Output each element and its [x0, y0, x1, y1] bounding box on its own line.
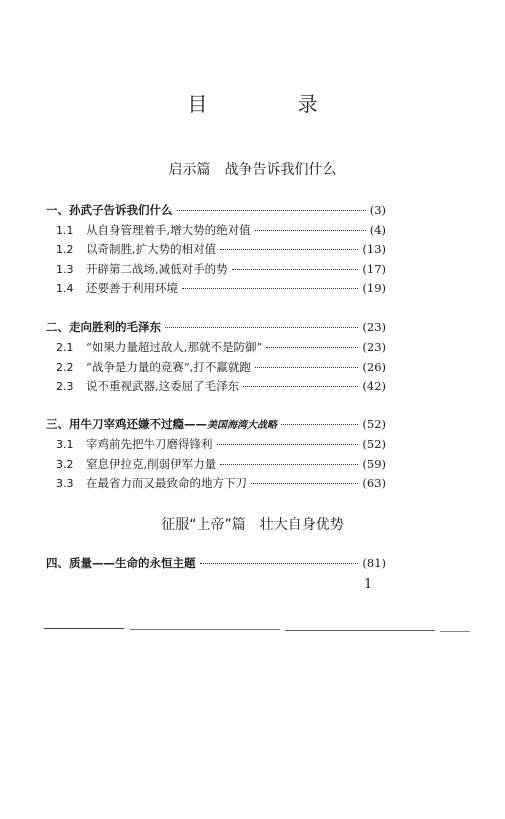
section-label: 宰鸡前先把牛刀磨得锋利	[86, 437, 213, 451]
toc-section[interactable]	[56, 240, 386, 258]
toc-section[interactable]	[56, 260, 386, 278]
dot-leader	[200, 563, 359, 564]
page-title: 目 录	[187, 92, 360, 116]
toc-section[interactable]	[56, 377, 386, 395]
page-ref: (19)	[362, 281, 386, 295]
dot-leader	[281, 424, 358, 425]
section-label: “战争是力量的竞赛”,打不赢就跑	[86, 360, 251, 374]
toc-chapter[interactable]	[46, 415, 386, 433]
chapter-label: 一、孙武子告诉我们什么	[46, 203, 173, 217]
toc-chapter[interactable]	[46, 554, 386, 572]
part-name: 战争告诉我们什么	[224, 162, 337, 178]
page-ref: (23)	[362, 340, 386, 354]
part-title	[0, 159, 505, 179]
toc-section[interactable]	[56, 358, 386, 376]
chapter-label: 二、走向胜利的毛泽东	[46, 320, 161, 334]
dot-leader	[177, 210, 366, 211]
chapter-sublabel: 美国海湾大战略	[207, 420, 277, 431]
page-ref: (63)	[362, 476, 386, 490]
section-number: 3.2	[56, 458, 74, 471]
page-ref: (42)	[362, 379, 386, 393]
toc-section[interactable]	[56, 455, 386, 473]
section-label: 还要善于利用环境	[86, 281, 178, 295]
toc-chapter[interactable]	[46, 201, 386, 219]
section-number: 3.3	[56, 477, 74, 490]
scan-line	[44, 628, 124, 629]
dot-leader	[266, 347, 358, 348]
page-number: 1	[364, 577, 373, 592]
chapter-label: 四、质量——生命的永恒主题	[46, 556, 196, 570]
section-number: 2.3	[56, 380, 74, 393]
page-ref: (81)	[362, 556, 386, 570]
page-ref: (4)	[369, 223, 386, 237]
dot-leader	[217, 444, 359, 445]
page-ref: (13)	[362, 242, 386, 256]
toc-section[interactable]	[56, 279, 386, 297]
dot-leader	[255, 367, 358, 368]
toc-section[interactable]	[56, 221, 386, 239]
part-prefix: 征服“上帝”篇	[161, 517, 246, 533]
dot-leader	[220, 249, 358, 250]
section-number: 1.1	[56, 224, 74, 237]
part-name: 壮大自身优势	[259, 517, 344, 533]
page-ref: (52)	[362, 437, 386, 451]
scan-line	[285, 630, 435, 631]
page-ref: (59)	[362, 457, 386, 471]
section-number: 3.1	[56, 438, 74, 451]
scan-line	[440, 631, 470, 632]
part-title	[0, 514, 505, 534]
section-label: 在最省力而又最致命的地方下刀	[86, 476, 247, 490]
section-label: 窒息伊拉克,削弱伊军力量	[86, 457, 217, 471]
page-ref: (26)	[362, 360, 386, 374]
dot-leader	[182, 288, 358, 289]
chapter-label: 三、用牛刀宰鸡还嫌不过瘾——	[46, 417, 207, 431]
page-ref: (3)	[369, 203, 386, 217]
section-number: 1.4	[56, 282, 74, 295]
section-number: 2.1	[56, 341, 74, 354]
section-number: 2.2	[56, 361, 74, 374]
section-label: 说不重视武器,这委屈了毛泽东	[86, 379, 240, 393]
page-ref: (52)	[362, 417, 386, 431]
dot-leader	[232, 269, 359, 270]
toc-chapter[interactable]	[46, 318, 386, 336]
part-prefix: 启示篇	[168, 162, 211, 178]
section-label: 以奇制胜,扩大势的相对值	[86, 242, 217, 256]
dot-leader	[165, 327, 358, 328]
scan-line	[130, 629, 280, 630]
toc-section[interactable]	[56, 338, 386, 356]
dot-leader	[243, 386, 358, 387]
dot-leader	[220, 464, 358, 465]
section-number: 1.3	[56, 263, 74, 276]
dot-leader	[255, 230, 366, 231]
section-label: 开辟第二战场,减低对手的势	[86, 262, 228, 276]
toc-section[interactable]	[56, 474, 386, 492]
section-label: “如果力量超过敌人,那就不是防御”	[86, 340, 263, 354]
dot-leader	[251, 483, 358, 484]
page-ref: (17)	[362, 262, 386, 276]
page-ref: (23)	[362, 320, 386, 334]
section-label: 从自身管理着手,增大势的绝对值	[86, 223, 251, 237]
section-number: 1.2	[56, 243, 74, 256]
toc-section[interactable]	[56, 435, 386, 453]
